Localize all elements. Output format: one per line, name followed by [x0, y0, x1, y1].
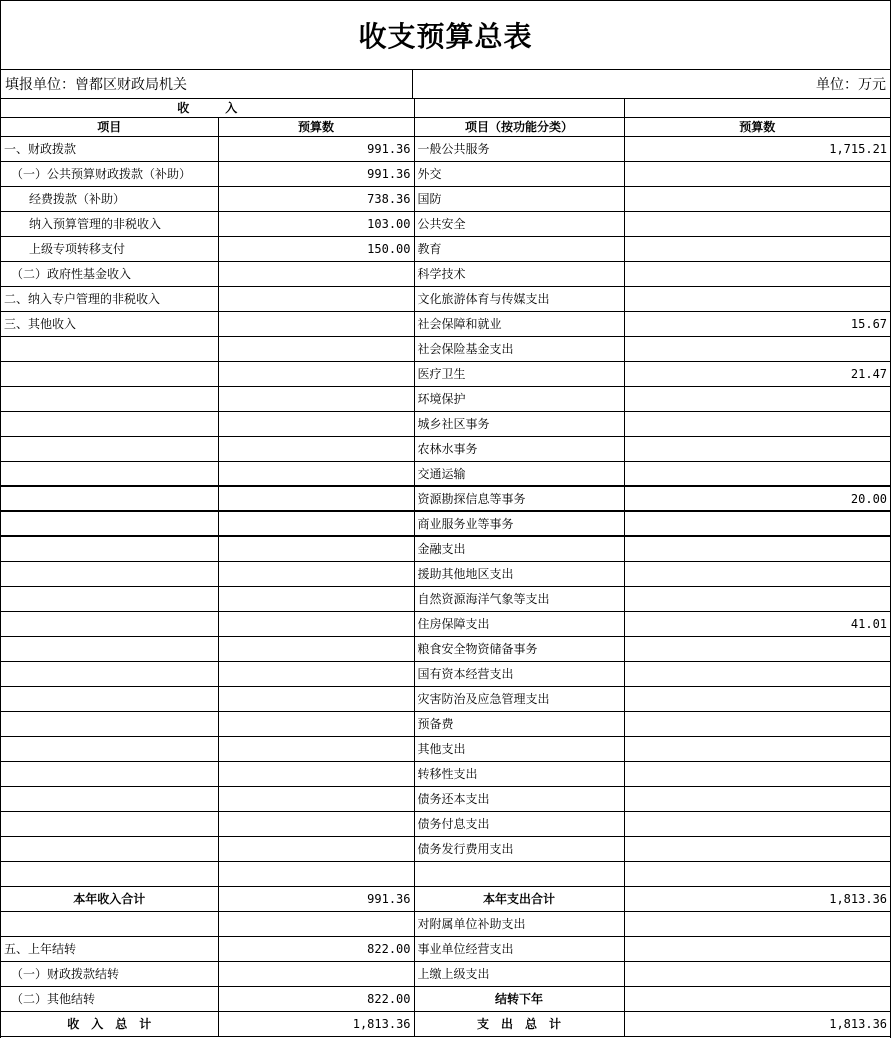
budget-table [1, 99, 890, 1037]
expense-value-cell [624, 686, 890, 711]
income-item-cell [1, 636, 218, 661]
expense-value-cell [624, 336, 890, 361]
expense-value-cell [624, 761, 890, 786]
income-value-cell: 822.00 [218, 986, 414, 1011]
expense-item-cell: 上缴上级支出 [414, 961, 624, 986]
table-row [1, 736, 890, 761]
income-value-cell [218, 786, 414, 811]
expense-value-cell [624, 961, 890, 986]
year-expense-total-value: 1,813.36 [624, 886, 890, 911]
income-value-cell [218, 586, 414, 611]
income-item-cell [1, 611, 218, 636]
header-blank [624, 99, 890, 117]
expense-item-cell: 粮食安全物资储备事务 [414, 636, 624, 661]
income-item-cell [1, 411, 218, 436]
expense-value-cell [624, 986, 890, 1011]
table-row [1, 936, 890, 961]
header-row-group [1, 99, 890, 117]
table-row [1, 236, 890, 261]
expense-value-cell: 20.00 [624, 486, 890, 511]
page-title: 收支预算总表 [358, 20, 533, 53]
title-row [1, 1, 890, 70]
income-item-cell: 五、上年结转 [1, 936, 218, 961]
expense-item-cell: 住房保障支出 [414, 611, 624, 636]
income-value-cell [218, 336, 414, 361]
income-value-cell: 103.00 [218, 211, 414, 236]
income-item-cell: 三、其他收入 [1, 311, 218, 336]
table-row [1, 311, 890, 336]
expense-value-cell [624, 436, 890, 461]
expense-item-cell: 资源勘探信息等事务 [414, 486, 624, 511]
income-value-cell: 738.36 [218, 186, 414, 211]
expense-value-cell [624, 711, 890, 736]
income-value-cell [218, 911, 414, 936]
expense-value-cell [624, 386, 890, 411]
income-value-cell [218, 961, 414, 986]
income-item-cell: 上级专项转移支付 [1, 236, 218, 261]
income-value-cell: 150.00 [218, 236, 414, 261]
income-value-cell [218, 461, 414, 486]
income-budget-header: 预算数 [218, 117, 414, 136]
currency-unit: 单位：万元 [816, 77, 886, 93]
expense-value-cell [624, 636, 890, 661]
table-row [1, 661, 890, 686]
grand-total-row [1, 1011, 890, 1036]
income-item-cell: （二）其他结转 [1, 986, 218, 1011]
expense-value-cell [624, 411, 890, 436]
income-group-header: 收 入 [1, 99, 414, 117]
expense-item-cell: 国防 [414, 186, 624, 211]
table-row [1, 911, 890, 936]
table-row [1, 761, 890, 786]
info-row [1, 70, 890, 99]
income-value-cell [218, 836, 414, 861]
table-row [1, 536, 890, 561]
income-value-cell [218, 536, 414, 561]
income-value-cell: 822.00 [218, 936, 414, 961]
table-row [1, 561, 890, 586]
expense-item-cell: 商业服务业等事务 [414, 511, 624, 536]
expense-item-header: 项目（按功能分类） [414, 117, 624, 136]
income-item-cell [1, 336, 218, 361]
expense-value-cell [624, 461, 890, 486]
expense-item-cell: 一般公共服务 [414, 136, 624, 161]
income-item-cell [1, 661, 218, 686]
expense-value-cell [624, 586, 890, 611]
income-value-cell [218, 636, 414, 661]
income-value-cell [218, 286, 414, 311]
income-value-cell [218, 761, 414, 786]
income-item-header: 项目 [1, 117, 218, 136]
income-item-cell [1, 586, 218, 611]
expense-value-cell: 15.67 [624, 311, 890, 336]
expense-item-cell: 文化旅游体育与传媒支出 [414, 286, 624, 311]
income-item-cell [1, 486, 218, 511]
year-total-row [1, 886, 890, 911]
expense-value-cell [624, 236, 890, 261]
expense-item-cell: 结转下年 [414, 986, 624, 1011]
table-row [1, 411, 890, 436]
expense-item-cell: 援助其他地区支出 [414, 561, 624, 586]
income-value-cell: 991.36 [218, 136, 414, 161]
expense-item-cell: 预备费 [414, 711, 624, 736]
income-value-cell [218, 861, 414, 886]
income-value-cell [218, 436, 414, 461]
income-value-cell [218, 711, 414, 736]
income-item-cell [1, 511, 218, 536]
expense-value-cell [624, 736, 890, 761]
header-blank [414, 99, 624, 117]
income-item-cell: 二、纳入专户管理的非税收入 [1, 286, 218, 311]
income-item-cell [1, 761, 218, 786]
table-row [1, 686, 890, 711]
income-grand-total-value: 1,813.36 [218, 1011, 414, 1036]
table-row [1, 386, 890, 411]
income-value-cell [218, 611, 414, 636]
expense-item-cell: 社会保障和就业 [414, 311, 624, 336]
expense-item-cell: 社会保险基金支出 [414, 336, 624, 361]
table-row [1, 186, 890, 211]
income-grand-total-label: 收 入 总 计 [1, 1011, 218, 1036]
table-row [1, 361, 890, 386]
expense-item-cell: 交通运输 [414, 461, 624, 486]
table-row [1, 836, 890, 861]
expense-value-cell [624, 861, 890, 886]
income-item-cell [1, 436, 218, 461]
income-item-cell: 经费拨款（补助） [1, 186, 218, 211]
income-value-cell [218, 311, 414, 336]
income-item-cell: （一）公共预算财政拨款（补助） [1, 161, 218, 186]
expense-item-cell: 科学技术 [414, 261, 624, 286]
income-item-cell [1, 686, 218, 711]
expense-value-cell [624, 561, 890, 586]
expense-item-cell: 对附属单位补助支出 [414, 911, 624, 936]
expense-item-cell: 债务还本支出 [414, 786, 624, 811]
expense-grand-total-label: 支 出 总 计 [414, 1011, 624, 1036]
income-value-cell [218, 386, 414, 411]
income-value-cell: 991.36 [218, 161, 414, 186]
table-row [1, 161, 890, 186]
income-item-cell [1, 811, 218, 836]
expense-item-cell: 环境保护 [414, 386, 624, 411]
expense-value-cell [624, 786, 890, 811]
income-item-cell [1, 736, 218, 761]
expense-value-cell [624, 836, 890, 861]
expense-item-cell: 债务付息支出 [414, 811, 624, 836]
expense-item-cell: 公共安全 [414, 211, 624, 236]
expense-item-cell: 事业单位经营支出 [414, 936, 624, 961]
income-item-cell [1, 361, 218, 386]
table-row [1, 486, 890, 511]
year-income-total-value: 991.36 [218, 886, 414, 911]
expense-value-cell [624, 261, 890, 286]
table-row [1, 436, 890, 461]
expense-item-cell: 农林水事务 [414, 436, 624, 461]
table-row [1, 711, 890, 736]
expense-item-cell: 债务发行费用支出 [414, 836, 624, 861]
income-value-cell [218, 261, 414, 286]
table-row [1, 136, 890, 161]
expense-item-cell: 金融支出 [414, 536, 624, 561]
income-value-cell [218, 486, 414, 511]
income-item-cell [1, 861, 218, 886]
year-expense-total-label: 本年支出合计 [414, 886, 624, 911]
header-row [1, 117, 890, 136]
expense-item-cell: 教育 [414, 236, 624, 261]
income-value-cell [218, 511, 414, 536]
income-item-cell: （一）财政拨款结转 [1, 961, 218, 986]
expense-value-cell: 1,715.21 [624, 136, 890, 161]
expense-item-cell: 城乡社区事务 [414, 411, 624, 436]
expense-item-cell: 医疗卫生 [414, 361, 624, 386]
expense-value-cell: 21.47 [624, 361, 890, 386]
table-row [1, 261, 890, 286]
income-item-cell: 一、财政拨款 [1, 136, 218, 161]
table-row [1, 811, 890, 836]
table-row [1, 586, 890, 611]
table-row [1, 786, 890, 811]
expense-budget-header: 预算数 [624, 117, 890, 136]
income-item-cell [1, 536, 218, 561]
income-item-cell [1, 561, 218, 586]
expense-value-cell: 41.01 [624, 611, 890, 636]
expense-value-cell [624, 661, 890, 686]
table-row [1, 511, 890, 536]
expense-value-cell [624, 161, 890, 186]
expense-value-cell [624, 511, 890, 536]
income-value-cell [218, 561, 414, 586]
table-row [1, 986, 890, 1011]
reporting-unit: 填报单位：曾都区财政局机关 [1, 70, 413, 98]
expense-item-cell: 灾害防治及应急管理支出 [414, 686, 624, 711]
income-value-cell [218, 361, 414, 386]
income-item-cell [1, 786, 218, 811]
expense-item-cell: 国有资本经营支出 [414, 661, 624, 686]
income-value-cell [218, 411, 414, 436]
income-item-cell [1, 386, 218, 411]
expense-value-cell [624, 286, 890, 311]
expense-item-cell [414, 861, 624, 886]
year-income-total-label: 本年收入合计 [1, 886, 218, 911]
table-row [1, 461, 890, 486]
income-value-cell [218, 661, 414, 686]
expense-item-cell: 转移性支出 [414, 761, 624, 786]
income-item-cell: （二）政府性基金收入 [1, 261, 218, 286]
income-item-cell [1, 461, 218, 486]
table-row [1, 336, 890, 361]
expense-item-cell: 外交 [414, 161, 624, 186]
expense-value-cell [624, 936, 890, 961]
expense-item-cell: 其他支出 [414, 736, 624, 761]
table-row [1, 636, 890, 661]
income-item-cell [1, 836, 218, 861]
income-value-cell [218, 686, 414, 711]
table-row [1, 611, 890, 636]
table-row [1, 861, 890, 886]
table-row [1, 286, 890, 311]
income-value-cell [218, 736, 414, 761]
expense-item-cell: 自然资源海洋气象等支出 [414, 586, 624, 611]
expense-value-cell [624, 186, 890, 211]
income-value-cell [218, 811, 414, 836]
income-item-cell: 纳入预算管理的非税收入 [1, 211, 218, 236]
income-item-cell [1, 911, 218, 936]
income-item-cell [1, 711, 218, 736]
expense-value-cell [624, 536, 890, 561]
expense-grand-total-value: 1,813.36 [624, 1011, 890, 1036]
table-row [1, 211, 890, 236]
expense-value-cell [624, 211, 890, 236]
table-row [1, 961, 890, 986]
expense-value-cell [624, 811, 890, 836]
expense-value-cell [624, 911, 890, 936]
